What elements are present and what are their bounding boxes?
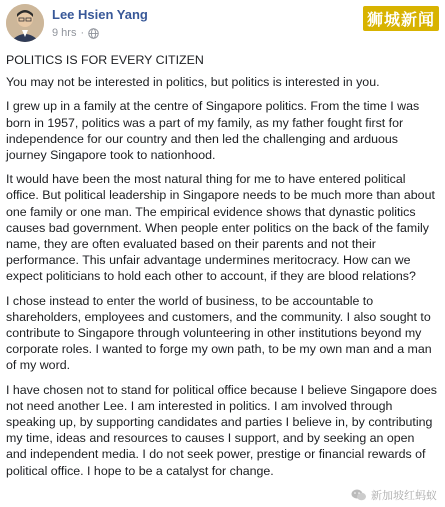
avatar[interactable] [6,4,44,42]
watermark-logo-top: 狮城新闻 [363,6,439,31]
post-paragraph: It would have been the most natural thing for me to have entered political office. But political leadership in Singapore needs to be much more than about one family or one man. The empirical evidence shows that dynastic politics causes bad government. When people enter politics on the back of the family name, they are often evaluated based on their parents and not their performance. This unfair advantage undermines meritocracy. How can we expect politicians to hold each other to account, if they are blood relations? [6,172,435,284]
post-paragraph: I have chosen not to stand for political office because I believe Singapore does not need another Lee. I am interested in politics. I am involved through speaking up, by supporting candidates and parties I believe in, by contributing my time, ideas and resources to causes I support, and by seeking an open and independent media. I do not seek power, prestige or financial rewards of political office. I hope to be a catalyst for change. [6,382,437,478]
post-paragraph: I chose instead to enter the world of business, to be accountable to shareholders, employees and customers, and the community. I also sought to contribute to Singapore through volunteering in other institutions beyond my corporate roles. I wanted to forge my own path, to be my own man and a man of my word. [6,293,432,373]
post-paragraph: You may not be interested in politics, but politics is interested in you. [6,75,380,90]
post-header [0,0,445,48]
post-paragraph: I grew up in a family at the centre of Singapore politics. From the time I was born in 1957, politics was a part of my family, as my father fought first for independence for our country and then led the challenging and arduous journey Singapore took to nationhood. [6,99,420,163]
globe-icon[interactable] [88,28,99,39]
avatar-image [6,4,44,42]
wechat-icon [351,488,367,502]
watermark-bottom [351,487,437,503]
post-title: POLITICS IS FOR EVERY CITIZEN [6,53,204,67]
watermark-bottom-text: 新加坡红蚂蚁 [371,490,437,502]
post-meta [52,27,99,39]
meta-separator: · [80,27,85,39]
post-timestamp[interactable]: 9 hrs [52,27,77,39]
author-name[interactable]: Lee Hsien Yang [52,7,148,22]
post-body [6,52,438,487]
